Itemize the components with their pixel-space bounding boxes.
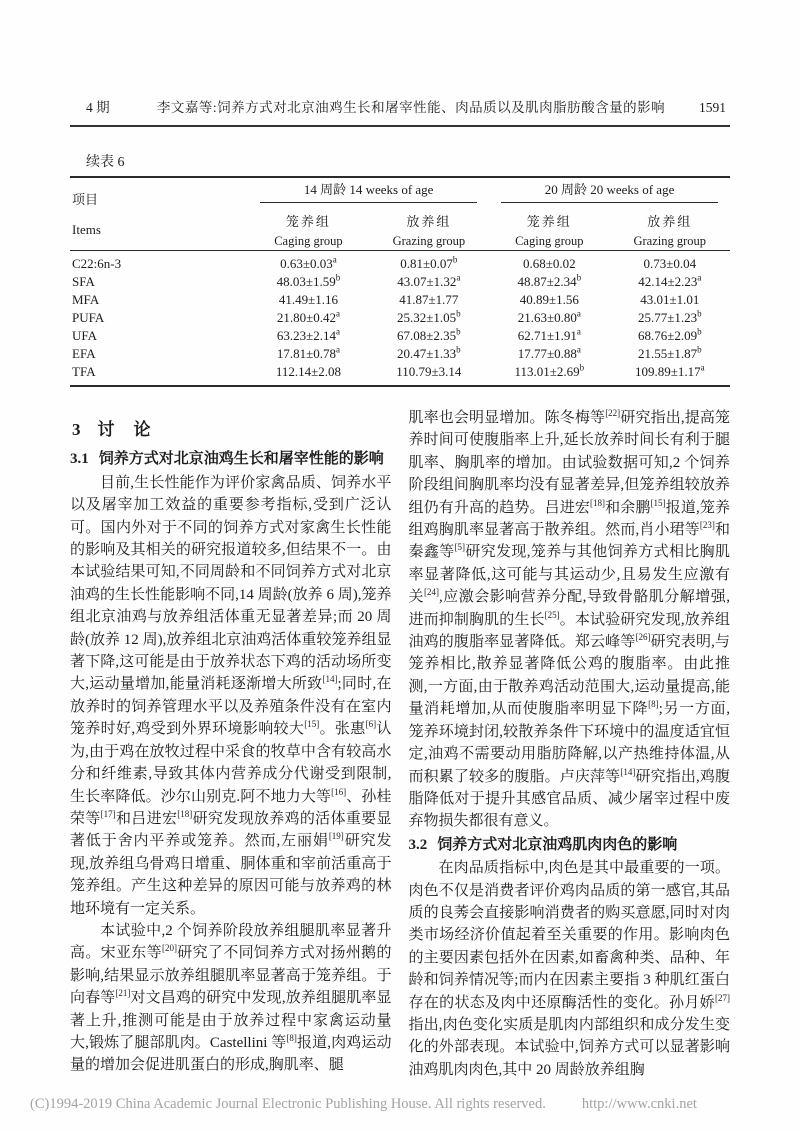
row-value: 25.77±1.23$^b$: [637, 308, 702, 325]
running-head: [70, 96, 730, 127]
paragraph: 目前,生长性能作为评价家禽品质、饲养水平以及屠宰加工效益的重要参考指标,受到广泛认可。国内外对于不同的饲养方式对家禽生长性能的影响及其相关的研究报道较多,但结果不一。由本试验结果可知,不同周龄和不同饲养方式对北京油鸡的生长性能影响不同,14 周龄(放养 6 周),笼养组北京油鸡与放养组活体重无显著差异;而 20 周龄(放养 12 周),放养组北京油鸡活体重较笼养组显著下降,这可能是由于放养状态下鸡的活动场所变大,运动量增加,能量消耗逐渐增大所致[14];同时,在放养时的饲养管理水平以及养殖条件没有在室内笼养时好,鸡受到外界环境影响较大[15]。张惠[6]认为,由于鸡在放牧过程中采食的牧草中含有较高水分和纤维素,导致其体内营养成分代谢受到限制,生长率降低。沙尔山别克.阿不地力大等[16]、孙桂荣等[17]和吕进宏[18]研究发现放养鸡的活体重要显著低于舍内平养或笼养。然而,左丽娟[19]研究发现,放养组乌骨鸡日增重、胴体重和宰前活重高于笼养组。产生这种差异的原因可能与放养鸡的林地环境有一定关系。: [70, 474, 392, 917]
cnki-url: http://www.cnki.net: [581, 1096, 697, 1112]
row-value: 20.47±1.33$^b$: [397, 344, 461, 361]
row-value: 109.89±1.17$^a$: [634, 362, 705, 379]
row-value: 112.14±2.08: [275, 364, 341, 379]
row-value: 43.01±1.01: [640, 292, 700, 307]
row-value: 48.03±1.59$^b$: [276, 272, 341, 289]
column-header: [610, 204, 730, 251]
paragraph: 本试验中,2 个饲养阶段放养组腿肌率显著升高。宋亚东等[20]研究了不同饲养方式对扬州鹅的影响,结果显示放养组腿肌率显著高于笼养组。于向春等[21]对文昌鸡的研究中发现,放养组腿肌率显著上升,推测可能是由于放养过程中家禽运动量大,锻炼了腿部肌肉。Castellini 等[8]报道,肉鸡运动量的增加会促进肌蛋白的形成,胸肌率、腿: [70, 922, 392, 1074]
significance-mark: a: [576, 344, 581, 355]
row-value: 21.63±0.80$^a$: [517, 308, 581, 325]
significance-mark: a: [576, 326, 581, 337]
row-value: 17.77±0.88$^a$: [517, 344, 581, 361]
group-header-14w: [248, 177, 489, 204]
page-number: 1591: [699, 100, 726, 115]
column-header-zh: 放养组: [647, 214, 693, 229]
significance-mark: b: [579, 362, 585, 373]
row-value: 0.81±0.07$^b$: [400, 254, 458, 271]
significance-mark: b: [456, 308, 461, 319]
reference-mark: [22]: [605, 408, 621, 418]
significance-mark: b: [456, 326, 461, 337]
row-item-label: UFA: [72, 328, 98, 343]
significance-mark: a: [700, 362, 705, 373]
copyright-notice: (C)1994-2019 China Academic Journal Electronic Publishing House. All rights reserved.: [30, 1096, 546, 1112]
column-header-zh: 笼养组: [526, 214, 572, 229]
row-value: 41.87±1.77: [399, 292, 459, 307]
discussion-columns: [70, 407, 730, 1081]
row-value: 113.01±2.69$^b$: [514, 362, 585, 379]
row-value: 40.89±1.56: [519, 292, 579, 307]
table-row: [70, 345, 730, 363]
row-item-label: PUFA: [72, 310, 105, 325]
reference-mark: [26]: [635, 632, 651, 643]
significance-mark: a: [335, 344, 340, 355]
row-value: 67.08±2.35$^b$: [397, 326, 461, 343]
row-item-label: SFA: [72, 274, 95, 289]
significance-mark: a: [335, 326, 340, 337]
significance-mark: b: [697, 344, 702, 355]
significance-mark: a: [697, 272, 702, 283]
significance-mark: a: [332, 254, 337, 265]
table-caption: 续表 6: [86, 155, 125, 170]
significance-mark: a: [335, 308, 340, 319]
table-row: [70, 291, 730, 309]
significance-mark: b: [697, 308, 702, 319]
left-column: [70, 407, 392, 1081]
table-row: [70, 327, 730, 345]
subsection-number-3-2: 3.2: [408, 836, 428, 853]
reference-mark: [5]: [454, 542, 466, 553]
reference-mark: [24]: [424, 587, 439, 598]
row-value: 0.73±0.04: [643, 256, 697, 271]
subsection-number-3-1: 3.1: [70, 451, 89, 468]
reference-mark: [20]: [161, 943, 177, 954]
reference-mark: [17]: [100, 808, 116, 819]
significance-mark: b: [576, 272, 582, 283]
row-value: 0.68±0.02: [522, 256, 576, 271]
row-value: 68.76±2.09$^b$: [637, 326, 702, 343]
reference-mark: [19]: [328, 831, 344, 842]
column-header-en: Caging group: [274, 234, 343, 248]
significance-mark: a: [576, 308, 581, 319]
row-value: 21.55±1.87$^b$: [637, 344, 702, 361]
row-value: 21.80±0.42$^a$: [276, 308, 340, 325]
reference-mark: [14]: [620, 766, 636, 777]
reference-mark: [25]: [544, 609, 560, 620]
row-value: 17.81±0.78$^a$: [276, 344, 340, 361]
section-number: 3: [72, 420, 82, 439]
column-header-en: Caging group: [515, 234, 584, 248]
reference-mark: [21]: [115, 988, 131, 999]
subsection-title-3-1: 饲养方式对北京油鸡生长和屠宰性能的影响: [98, 451, 384, 468]
reference-mark: [27]: [715, 992, 730, 1003]
reference-mark: [8]: [648, 699, 659, 710]
row-value: 43.07±1.32$^a$: [397, 272, 461, 289]
column-header: [248, 204, 368, 251]
items-header-zh: 项目: [72, 192, 99, 207]
row-value: 63.23±2.14$^a$: [276, 326, 340, 343]
fatty-acid-table-body: [70, 251, 730, 387]
column-header: [369, 204, 489, 251]
reference-mark: [15]: [304, 719, 320, 730]
reference-mark: [18]: [177, 808, 193, 819]
paragraph: 在肉品质指标中,肉色是其中最重要的一项。肉色不仅是消费者评价鸡肉品质的第一感官,其品质的良莠会直接影响消费者的购买意愿,同时对肉类市场经济价值起着至关重要的作用。影响肉色的主要因素包括外在因素,如畜禽种类、品种、年龄和饲养情况等;而内在因素主要指 3 种肌红蛋白存在的状态及肉中还原酶活性的变化。孙月娇[27]指出,肉色变化实质是肌肉内部组织和成分发生变化的外部表现。本试验中,饲养方式可以显著影响油鸡肌肉肉色,其中 20 周龄放养组胸: [408, 860, 730, 1078]
significance-mark: a: [456, 272, 461, 283]
section-heading: [72, 419, 392, 441]
group-header-14w-label: 14 周龄 14 weeks of age: [260, 179, 477, 203]
reference-mark: [15]: [650, 497, 666, 508]
reference-mark: [16]: [331, 786, 347, 797]
reference-mark: [14]: [322, 674, 338, 685]
significance-mark: b: [335, 272, 341, 283]
running-title: 李文嘉等:饲养方式对北京油鸡生长和屠宰性能、肉品质以及肌肉脂肪酸含量的影响: [156, 100, 666, 115]
row-value: 48.87±2.34$^b$: [517, 272, 582, 289]
column-header-en: Grazing group: [633, 234, 707, 248]
items-header-cell: [70, 177, 248, 251]
row-value: 62.71±1.91$^a$: [517, 326, 581, 343]
issue-label: 4 期: [86, 100, 110, 115]
row-value: 25.32±1.05$^b$: [397, 308, 461, 325]
column-header: [489, 204, 609, 251]
section-title: 讨 论: [97, 420, 152, 439]
significance-mark: b: [697, 326, 702, 337]
significance-mark: b: [456, 344, 461, 355]
table-head: [70, 177, 730, 251]
row-item-label: EFA: [72, 346, 96, 361]
table-row: [70, 251, 730, 274]
row-value: 0.63±0.03$^a$: [280, 254, 337, 271]
column-header-zh: 放养组: [406, 214, 452, 229]
fatty-acid-table: [70, 176, 730, 387]
table-row: [70, 363, 730, 386]
reference-mark: [18]: [590, 497, 606, 508]
column-header-zh: 笼养组: [285, 214, 331, 229]
page-footer: [30, 1096, 770, 1113]
row-value: 41.49±1.16: [278, 292, 338, 307]
reference-mark: [8]: [286, 1032, 297, 1043]
column-header-en: Grazing group: [392, 234, 466, 248]
table-row: [70, 273, 730, 291]
significance-mark: b: [452, 254, 458, 265]
items-header-en: Items: [72, 222, 101, 237]
row-item-label: C22:6n-3: [72, 256, 122, 271]
row-item-label: MFA: [72, 292, 100, 307]
group-header-20w: [489, 177, 730, 204]
paragraph: 肌率也会明显增加。陈冬梅等[22]研究指出,提高笼养时间可使腹脂率上升,延长放养时间长有利于腿肌率、胸肌率的增加。由试验数据可知,2 个饲养阶段组间胸肌率均没有显著差异,但笼养组较放养组仍有升高的趋势。吕进宏[18]和余鹏[15]报道,笼养组鸡胸肌率显著高于散养组。然而,肖小珺等[23]和秦鑫等[5]研究发现,笼养与其他饲养方式相比胸肌率显著降低,这可能与其运动少,且易发生应激有关[24],应激会影响营养分配,导致骨骼肌分解增强,进而抑制胸肌的生长[25]。本试验研究发现,放养组油鸡的腹脂率显著降低。郑云峰等[26]研究表明,与笼养相比,散养显著降低公鸡的腹脂率。由此推测,一方面,由于散养鸡活动范围大,运动量提高,能量消耗增加,从而使腹脂率明显下降[8];另一方面,笼养环境封闭,较散养条件下环境中的温度适宜恒定,油鸡不需要动用脂肪降解,以产热维持体温,从而积累了较多的腹脂。卢庆萍等[14]研究指出,鸡腹脂降低对于提升其感官品质、减少屠宰过程中废弃物损失都很有意义。: [408, 408, 730, 830]
row-value: 110.79±3.14: [396, 364, 462, 379]
subsection-heading-3-1: [70, 448, 392, 470]
row-item-label: TFA: [72, 364, 96, 379]
reference-mark: [23]: [699, 520, 715, 531]
reference-mark: [6]: [365, 719, 377, 730]
row-value: 42.14±2.23$^a$: [638, 272, 702, 289]
group-header-20w-label: 20 周龄 20 weeks of age: [501, 179, 718, 203]
subsection-heading-3-2: [409, 834, 731, 856]
subsection-title-3-2: 饲养方式对北京油鸡肌肉肉色的影响: [437, 836, 678, 853]
right-column: [409, 407, 731, 1081]
table-row: [70, 309, 730, 327]
